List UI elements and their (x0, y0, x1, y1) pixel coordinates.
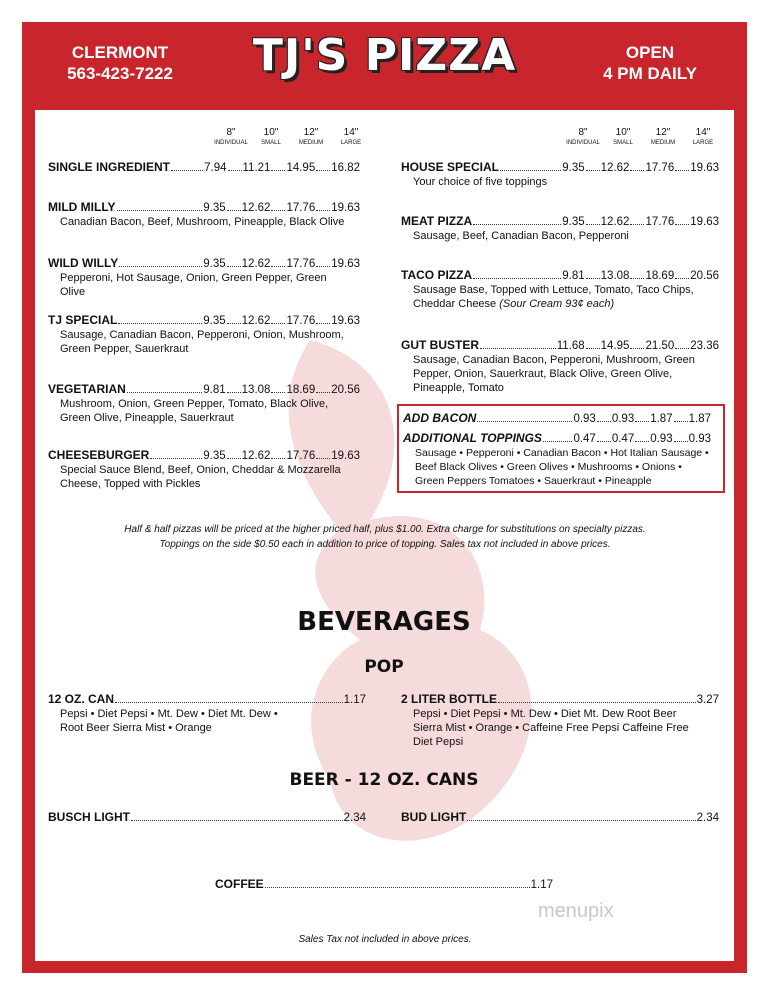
hours-line1: OPEN (625, 43, 675, 62)
size-headers-left (211, 128, 371, 148)
item-name: MEAT PIZZA (401, 214, 473, 228)
price: 12.62 (600, 216, 630, 228)
location: CLERMONT (71, 43, 169, 62)
size-header (643, 128, 683, 148)
item-price: 3.27 (696, 694, 719, 706)
item-desc: Sausage, Beef, Canadian Bacon, Pepperoni (413, 230, 629, 242)
item-desc: Canadian Bacon, Beef, Mushroom, Pineapple, Black Olive (60, 216, 345, 228)
size-inch: 10" (615, 127, 631, 138)
item-desc: Sausage, Canadian Bacon, Pepperoni, Mushroom, Green Pepper, Onion, Sauerkraut, Black Olive, Green Olive, Pineapple, Tomato (413, 354, 695, 394)
item-desc: Mushroom, Onion, Green Pepper, Tomato, Black Olive, Green Olive, Pineapple, Sauerkraut (60, 398, 329, 424)
price: 19.63 (690, 162, 719, 174)
item-name: 2 LITER BOTTLE (401, 692, 497, 706)
logo-title: TJ'S PIZZA (252, 30, 517, 81)
item-name: VEGETARIAN (48, 382, 126, 396)
item-name: ADDITIONAL TOPPINGS (403, 431, 542, 445)
item-desc: Special Sauce Blend, Beef, Onion, Cheddar & Mozzarella Cheese, Topped with Pickles (60, 464, 341, 490)
size-header (603, 128, 643, 148)
pizza-item (401, 160, 719, 189)
note-line1: Half & half pizzas will be priced at the higher priced half, plus $1.00. Extra charge for substitutions on specialty pizzas. (124, 524, 646, 535)
price: 19.63 (331, 258, 360, 270)
size-label: INDIVIDUAL (566, 140, 600, 146)
price: 13.08 (241, 384, 271, 396)
price: 9.35 (562, 162, 585, 174)
add-bacon-item (403, 411, 711, 426)
price: 0.47 (611, 433, 635, 445)
price: 19.63 (331, 202, 360, 214)
price: 14.95 (600, 340, 630, 352)
price: 9.35 (562, 216, 585, 228)
price: 0.47 (573, 433, 596, 445)
price: 19.63 (331, 450, 360, 462)
size-label: MEDIUM (298, 140, 324, 146)
pizza-item (48, 256, 360, 299)
price: 13.08 (600, 270, 630, 282)
price: 18.69 (645, 270, 675, 282)
size-label: INDIVIDUAL (214, 140, 248, 146)
price: 0.93 (573, 413, 596, 425)
price: 16.82 (331, 162, 360, 174)
item-desc: Your choice of five toppings (413, 176, 548, 188)
price: 12.62 (241, 315, 271, 327)
size-inch: 10" (263, 127, 279, 138)
item-price: 1.17 (530, 879, 553, 891)
price: 17.76 (286, 258, 316, 270)
watermark-logo: menupix (538, 900, 614, 922)
pizza-item (401, 338, 719, 395)
pizza-item (48, 448, 360, 491)
pizza-item (48, 200, 360, 229)
item-desc: Sausage, Canadian Bacon, Pepperoni, Onion, Mushroom, Green Pepper, Sauerkraut (60, 329, 344, 355)
item-name: TJ SPECIAL (48, 313, 118, 327)
size-inch: 12" (655, 127, 671, 138)
size-inch: 14" (343, 127, 359, 138)
price: 0.93 (611, 413, 635, 425)
price: 9.35 (203, 450, 226, 462)
pizza-item (48, 382, 360, 425)
bottle-item (401, 692, 719, 749)
price: 1.87 (688, 413, 711, 425)
price: 18.69 (286, 384, 316, 396)
price: 11.68 (556, 340, 585, 352)
price: 12.62 (241, 258, 271, 270)
price: 0.93 (688, 433, 711, 445)
size-header (211, 128, 251, 148)
toppings-item (403, 431, 711, 488)
price: 12.62 (241, 202, 271, 214)
size-header (563, 128, 603, 148)
hours-info (580, 42, 720, 84)
item-desc: Pepsi • Diet Pepsi • Mt. Dew • Diet Mt. Dew Root Beer Sierra Mist • Orange • Caffeine Free Pepsi Caffeine Free Diet Pepsi (413, 708, 689, 748)
size-label: LARGE (692, 140, 714, 146)
price: 9.81 (562, 270, 585, 282)
bud-item (401, 810, 719, 825)
busch-item (48, 810, 366, 825)
pizza-item (401, 214, 719, 243)
size-inch: 14" (695, 127, 711, 138)
price: 17.76 (645, 216, 675, 228)
size-header (683, 128, 723, 148)
price: 7.94 (204, 162, 227, 174)
price: 17.76 (286, 450, 316, 462)
toppings-list: Sausage • Pepperoni • Canadian Bacon • Hot Italian Sausage • Beef Black Olives • Green Olives • Mushrooms • Onions • Green Peppers Tomatoes • Sauerkraut • Pineapple (415, 447, 709, 487)
item-desc: Pepsi • Diet Pepsi • Mt. Dew • Diet Mt. Dew • Root Beer Sierra Mist • Orange (60, 708, 278, 734)
item-price: 2.34 (343, 812, 366, 824)
price: 17.76 (286, 202, 316, 214)
size-label: SMALL (613, 140, 633, 146)
item-desc: Pepperoni, Hot Sausage, Onion, Green Pepper, Green Olive (60, 272, 327, 298)
price: 19.63 (690, 216, 719, 228)
size-headers-right (563, 128, 723, 148)
pizza-item (48, 160, 360, 175)
size-label: SMALL (261, 140, 281, 146)
phone: 563-423-7222 (67, 64, 173, 83)
pop-heading: POP (364, 657, 404, 677)
size-inch: 8" (578, 127, 588, 138)
price: 23.36 (690, 340, 719, 352)
size-inch: 8" (226, 127, 236, 138)
price: 19.63 (331, 315, 360, 327)
price: 0.93 (650, 433, 673, 445)
item-name: SINGLE INGREDIENT (48, 160, 171, 174)
item-price: 1.17 (343, 694, 366, 706)
price: 20.56 (690, 270, 719, 282)
price: 17.76 (286, 315, 316, 327)
price: 9.35 (203, 202, 226, 214)
price: 9.81 (203, 384, 226, 396)
item-name: GUT BUSTER (401, 338, 479, 352)
price: 1.87 (650, 413, 673, 425)
item-price: 2.34 (696, 812, 719, 824)
size-header (331, 128, 371, 148)
hours-line2: 4 PM DAILY (603, 64, 697, 83)
note-line2: Toppings on the side $0.50 each in addition to price of topping. Sales tax not included in above prices. (159, 539, 611, 550)
pricing-notes (60, 522, 710, 552)
price: 12.62 (241, 450, 271, 462)
item-name: CHEESEBURGER (48, 448, 150, 462)
item-name: TACO PIZZA (401, 268, 473, 282)
item-name: WILD WILLY (48, 256, 119, 270)
pizza-item (401, 268, 719, 311)
beverages-heading: BEVERAGES (297, 607, 471, 637)
item-name: HOUSE SPECIAL (401, 160, 500, 174)
size-header (251, 128, 291, 148)
pizza-item (48, 313, 360, 356)
item-name: BUD LIGHT (401, 810, 467, 824)
item-desc: Sausage Base, Topped with Lettuce, Tomato, Taco Chips, Cheddar Cheese (413, 284, 694, 310)
price: 12.62 (600, 162, 630, 174)
item-name: ADD BACON (403, 411, 477, 425)
item-name: MILD MILLY (48, 200, 116, 214)
price: 11.21 (242, 162, 271, 174)
price: 20.56 (331, 384, 360, 396)
price: 9.35 (203, 258, 226, 270)
price: 21.50 (645, 340, 675, 352)
item-desc-note: (Sour Cream 93¢ each) (499, 298, 615, 310)
size-label: MEDIUM (650, 140, 676, 146)
coffee-item (215, 877, 553, 892)
size-header (291, 128, 331, 148)
item-name: 12 OZ. CAN (48, 692, 115, 706)
price: 17.76 (645, 162, 675, 174)
size-inch: 12" (303, 127, 319, 138)
footer-note: Sales Tax not included in above prices. (298, 934, 472, 945)
can-item (48, 692, 366, 735)
price: 9.35 (203, 315, 226, 327)
beer-heading: BEER - 12 OZ. CANS (289, 770, 479, 790)
item-name: BUSCH LIGHT (48, 810, 130, 824)
location-info (50, 42, 190, 84)
item-name: COFFEE (215, 877, 264, 891)
size-label: LARGE (340, 140, 362, 146)
price: 14.95 (286, 162, 316, 174)
